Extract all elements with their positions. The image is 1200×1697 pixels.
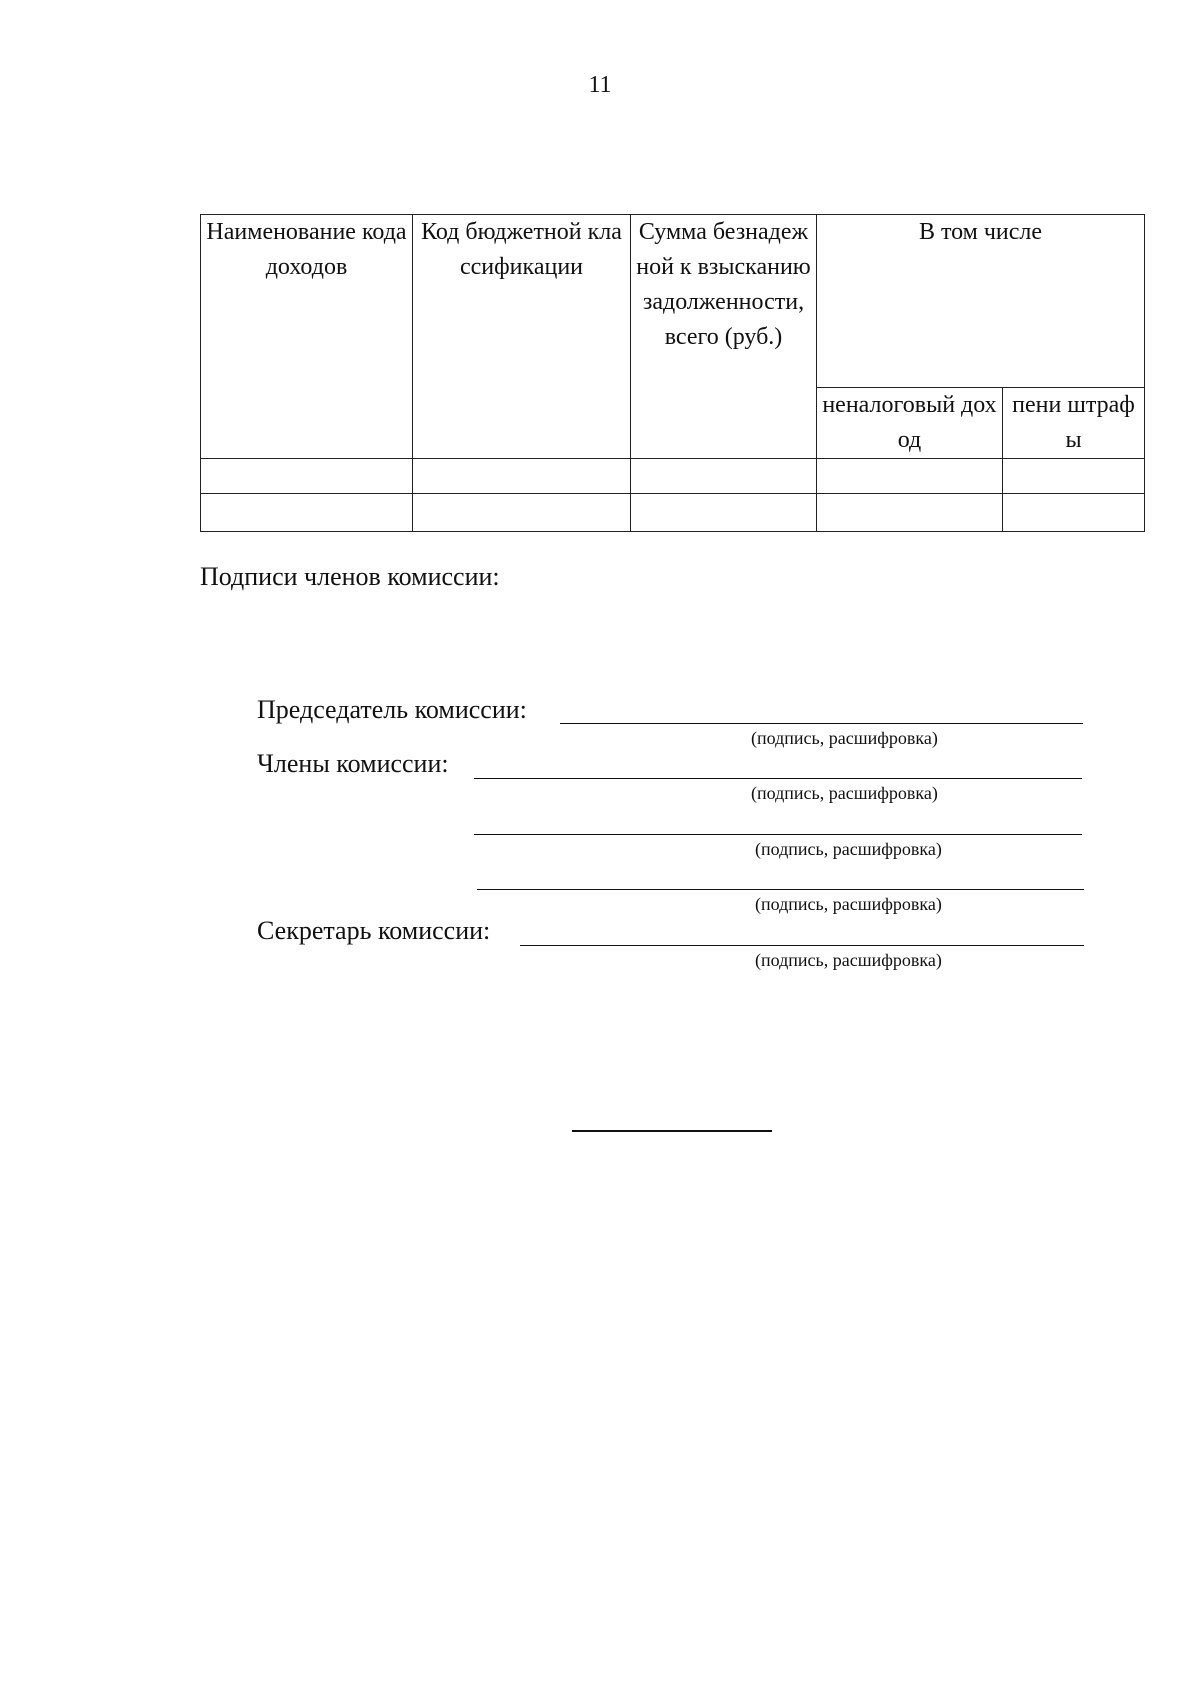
secretary-signature-line[interactable] <box>520 945 1084 946</box>
table-cell[interactable] <box>201 459 413 494</box>
table-cell[interactable] <box>631 494 817 532</box>
member-signature-line-1[interactable] <box>474 778 1082 779</box>
members-label: Члены комиссии: <box>257 749 449 778</box>
member-signature-caption-1: (подпись, расшифровка) <box>751 783 938 803</box>
secretary-signature-caption: (подпись, расшифровка) <box>755 950 942 970</box>
member-signature-caption-2: (подпись, расшифровка) <box>755 839 942 859</box>
table-header-row <box>201 215 1145 388</box>
table-cell[interactable] <box>1003 494 1145 532</box>
chairman-signature-caption: (подпись, расшифровка) <box>751 728 938 748</box>
signatures-heading: Подписи членов комиссии: <box>200 562 500 591</box>
table-cell[interactable] <box>1003 459 1145 494</box>
chairman-label: Председатель комиссии: <box>257 695 527 724</box>
header-debt-sum: Сумма безнадежной к взысканию задолженности, всего (руб.) <box>631 215 817 459</box>
member-signature-caption-3: (подпись, расшифровка) <box>755 894 942 914</box>
secretary-label: Секретарь комиссии: <box>257 916 491 945</box>
chairman-signature-line[interactable] <box>560 723 1083 724</box>
page-number: 11 <box>588 72 612 98</box>
table-cell[interactable] <box>817 494 1003 532</box>
header-penalties-fines: пени штрафы <box>1003 388 1145 459</box>
end-rule <box>572 1130 772 1132</box>
income-table <box>200 214 1145 532</box>
table-cell[interactable] <box>413 459 631 494</box>
table-row <box>201 459 1145 494</box>
header-budget-classification-code: Код бюджетной классификации <box>413 215 631 459</box>
header-including: В том числе <box>817 215 1145 388</box>
table-cell[interactable] <box>413 494 631 532</box>
member-signature-line-2[interactable] <box>474 834 1082 835</box>
member-signature-line-3[interactable] <box>477 889 1084 890</box>
header-income-code-name: Наименование кода доходов <box>201 215 413 459</box>
header-non-tax-income: неналоговый доход <box>817 388 1003 459</box>
table-cell[interactable] <box>201 494 413 532</box>
table-row <box>201 494 1145 532</box>
table-cell[interactable] <box>631 459 817 494</box>
table-cell[interactable] <box>817 459 1003 494</box>
